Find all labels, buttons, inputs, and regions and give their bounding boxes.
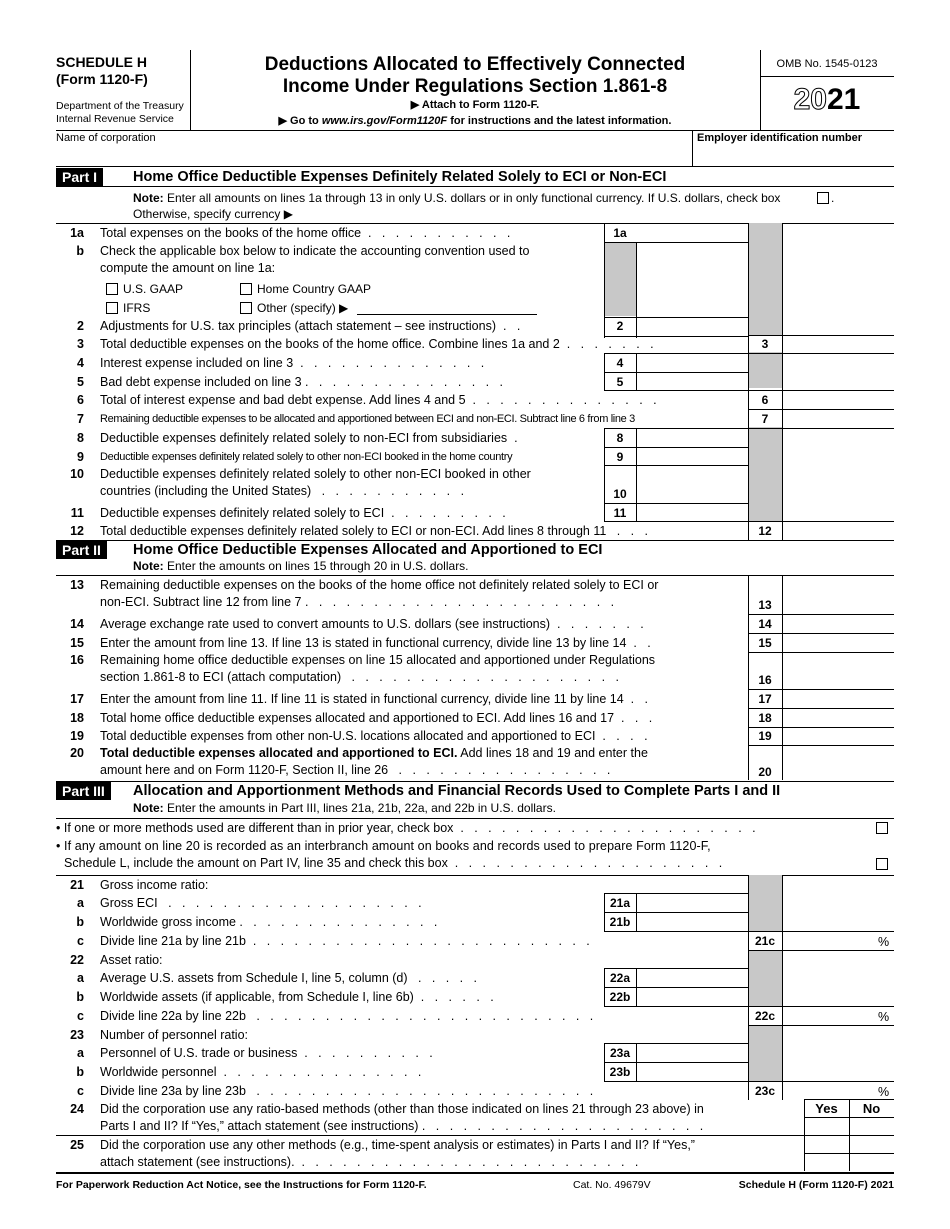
tax-year: 2021	[793, 83, 861, 116]
line-23-desc: Number of personnel ratio:	[100, 1028, 248, 1042]
line-7-input[interactable]	[783, 410, 893, 427]
footer-form-id: Schedule H (Form 1120-F) 2021	[738, 1179, 894, 1191]
line-21b-input[interactable]	[637, 913, 747, 930]
line-21c-input[interactable]	[783, 932, 875, 949]
line-1a-input[interactable]	[637, 224, 747, 242]
part2-label: Part II	[56, 541, 107, 559]
line-24-no[interactable]	[850, 1118, 893, 1134]
line-21a-desc: Gross ECI . . . . . . . . . . . . . . . . . . .	[100, 896, 422, 910]
line-23a-desc: Personnel of U.S. trade or business . . . . . . . . . .	[100, 1046, 433, 1060]
interbranch-checkbox[interactable]	[876, 858, 888, 870]
name-label: Name of corporation	[56, 132, 156, 144]
line-22a-desc: Average U.S. assets from Schedule I, line 5, column (d) . . . . .	[100, 971, 478, 985]
part2-note: Note: Enter the amounts on lines 15 through 20 in U.S. dollars.	[133, 559, 469, 573]
line-11-desc: Deductible expenses definitely related solely to ECI . . . . . . . . .	[100, 506, 506, 520]
line-9-input[interactable]	[637, 448, 747, 465]
line-12-input[interactable]	[783, 522, 893, 539]
dept-treasury: Department of the Treasury	[56, 100, 184, 112]
cat-number: Cat. No. 49679V	[573, 1179, 651, 1191]
us-gaap-checkbox[interactable]	[106, 283, 118, 295]
schedule-label: SCHEDULE H	[56, 54, 148, 70]
other-specify-input[interactable]	[357, 298, 537, 314]
paperwork-notice: For Paperwork Reduction Act Notice, see the Instructions for Form 1120-F.	[56, 1179, 427, 1191]
part1-label: Part I	[56, 168, 103, 186]
line-5-desc: Bad debt expense included on line 3 . . . . . . . . . . . . . . .	[100, 375, 503, 389]
line-20-desc: Total deductible expenses allocated and apportioned to ECI. Add lines 18 and 19 and enter the	[100, 746, 648, 760]
part2-title: Home Office Deductible Expenses Allocated and Apportioned to ECI	[133, 542, 603, 558]
line-10-input[interactable]	[637, 467, 747, 502]
home-gaap-checkbox[interactable]	[240, 283, 252, 295]
line-23b-desc: Worldwide personnel . . . . . . . . . . . . . . .	[100, 1065, 422, 1079]
line-22c-desc: Divide line 22a by line 22b . . . . . . . . . . . . . . . . . . . . . . . . .	[100, 1009, 594, 1023]
line-10-desc: Deductible expenses definitely related solely to other non-ECI booked in other	[100, 467, 531, 481]
line-23c-input[interactable]	[783, 1082, 875, 1099]
line-5-input[interactable]	[637, 373, 747, 390]
percent-21c: %	[878, 935, 890, 949]
line-6-input[interactable]	[783, 391, 893, 408]
attach-instruction: ▶ Attach to Form 1120-F.	[410, 99, 540, 111]
methods-different-checkbox[interactable]	[876, 822, 888, 834]
part1-note: Note: Enter all amounts on lines 1a through 13 in only U.S. dollars or in only functional currency. If U.S. dollars, check box	[133, 191, 781, 205]
line-13-desc: Remaining deductible expenses on the books of the home office not definitely related solely to ECI or	[100, 578, 659, 592]
line-2-input[interactable]	[637, 318, 747, 336]
line-17-desc: Enter the amount from line 11. If line 11 is stated in functional currency, divide line 11 by line 14 . .	[100, 692, 648, 706]
form-title-line1: Deductions Allocated to Effectively Connected	[264, 54, 686, 75]
part3-label: Part III	[56, 782, 111, 800]
line-15-input[interactable]	[783, 634, 893, 651]
line-1a-desc: Total expenses on the books of the home office . . . . . . . . . . .	[100, 226, 511, 240]
line-24-desc: Did the corporation use any ratio-based methods (other than those indicated on lines 21 through 23 above) in	[100, 1102, 704, 1116]
currency-note: Otherwise, specify currency ▶	[133, 207, 293, 221]
line-21c-desc: Divide line 21a by line 21b . . . . . . . . . . . . . . . . . . . . . . . . .	[100, 934, 590, 948]
form-number: (Form 1120-F)	[56, 71, 148, 87]
line-15-desc: Enter the amount from line 13. If line 13 is stated in functional currency, divide line 13 by line 14 . .	[100, 636, 651, 650]
line-7-desc: Remaining deductible expenses to be allocated and apportioned between ECI and non-ECI. Subtract line 6 from line 3	[100, 413, 635, 425]
line-23a-input[interactable]	[637, 1044, 747, 1061]
bullet-methods-different: • If one or more methods used are different than in prior year, check box . . . . . . . . . . . . . . . . . . . . . .	[56, 821, 756, 835]
line-2-desc: Adjustments for U.S. tax principles (attach statement – see instructions) . .	[100, 319, 521, 333]
line-3-input[interactable]	[783, 336, 893, 353]
line-8-desc: Deductible expenses definitely related solely to non-ECI from subsidiaries .	[100, 431, 518, 445]
line-21b-desc: Worldwide gross income . . . . . . . . . . . . . . .	[100, 915, 438, 929]
corporation-name-input[interactable]	[58, 146, 688, 164]
bullet-interbranch: • If any amount on line 20 is recorded as an interbranch amount on books and records used to prepare Form 1120-F,	[56, 839, 711, 853]
form-title-line2: Income Under Regulations Section 1.861-8	[282, 76, 668, 97]
line-11-input[interactable]	[637, 504, 747, 521]
line-19-desc: Total deductible expenses from other non-U.S. locations allocated and apportioned to ECI . . . .	[100, 729, 648, 743]
percent-23c: %	[878, 1085, 890, 1099]
line-12-desc: Total deductible expenses definitely related solely to ECI or non-ECI. Add lines 8 through 11 . . .	[100, 524, 649, 538]
line-6-desc: Total of interest expense and bad debt expense. Add lines 4 and 5 . . . . . . . . . . . . . .	[100, 393, 657, 407]
line-22b-input[interactable]	[637, 988, 747, 1005]
line-14-desc: Average exchange rate used to convert amounts to U.S. dollars (see instructions) . . . . . . .	[100, 617, 644, 631]
irs-url-link[interactable]: www.irs.gov/Form1120F	[321, 115, 448, 127]
line-1b-desc: Check the applicable box below to indicate the accounting convention used to	[100, 244, 530, 258]
line-22a-input[interactable]	[637, 969, 747, 986]
line-8-input[interactable]	[637, 429, 747, 446]
line-24-yes[interactable]	[805, 1118, 848, 1134]
line-9-desc: Deductible expenses definitely related solely to other non-ECI booked in the home country	[100, 451, 513, 463]
line-23b-input[interactable]	[637, 1063, 747, 1080]
line-21a-input[interactable]	[637, 894, 747, 911]
line-25-desc: Did the corporation use any other methods (e.g., time-spent analysis or estimates) in Parts I and II? If “Yes,”	[100, 1138, 695, 1152]
omb-number: OMB No. 1545-0123	[776, 58, 878, 70]
line-18-input[interactable]	[783, 709, 893, 726]
line-20-input[interactable]	[783, 746, 893, 780]
part3-note: Note: Enter the amounts in Part III, lines 21a, 21b, 22a, and 22b in U.S. dollars.	[133, 801, 556, 815]
line-19-input[interactable]	[783, 728, 893, 745]
ein-input[interactable]	[696, 146, 892, 164]
other-checkbox[interactable]	[240, 302, 252, 314]
line-3-desc: Total deductible expenses on the books of the home office. Combine lines 1a and 2 . . . . . . .	[100, 337, 654, 351]
irs-label: Internal Revenue Service	[56, 113, 174, 125]
line-18-desc: Total home office deductible expenses allocated and apportioned to ECI. Add lines 16 and 17 . . .	[100, 711, 653, 725]
line-13-input[interactable]	[783, 576, 893, 613]
line-16-input[interactable]	[783, 653, 893, 688]
line-25-no[interactable]	[850, 1154, 893, 1170]
line-14-input[interactable]	[783, 615, 893, 632]
part3-title: Allocation and Apportionment Methods and Financial Records Used to Complete Parts I and II	[133, 783, 781, 799]
ifrs-checkbox[interactable]	[106, 302, 118, 314]
line-4-desc: Interest expense included on line 3 . . . . . . . . . . . . . .	[100, 356, 485, 370]
yes-header: Yes	[815, 1101, 838, 1116]
no-header: No	[862, 1101, 881, 1116]
line-22b-desc: Worldwide assets (if applicable, from Schedule I, line 6b) . . . . . .	[100, 990, 494, 1004]
percent-22c: %	[878, 1010, 890, 1024]
line-16-desc: Remaining home office deductible expenses on line 15 allocated and apportioned under Regulations	[100, 653, 656, 667]
line-17-input[interactable]	[783, 690, 893, 707]
ein-label: Employer identification number	[697, 132, 863, 144]
line-21-desc: Gross income ratio:	[100, 878, 209, 892]
line-23c-desc: Divide line 23a by line 23b . . . . . . . . . . . . . . . . . . . . . . . . .	[100, 1084, 594, 1098]
line-22c-input[interactable]	[783, 1007, 875, 1024]
goto-instruction: ▶ Go to www.irs.gov/Form1120F for instructions and the latest information.	[278, 115, 672, 127]
line-4-input[interactable]	[637, 354, 747, 371]
usd-checkbox[interactable]	[817, 192, 829, 204]
part1-title: Home Office Deductible Expenses Definitely Related Solely to ECI or Non-ECI	[133, 169, 667, 185]
line-25-yes[interactable]	[805, 1154, 848, 1170]
line-22-desc: Asset ratio:	[100, 953, 163, 967]
